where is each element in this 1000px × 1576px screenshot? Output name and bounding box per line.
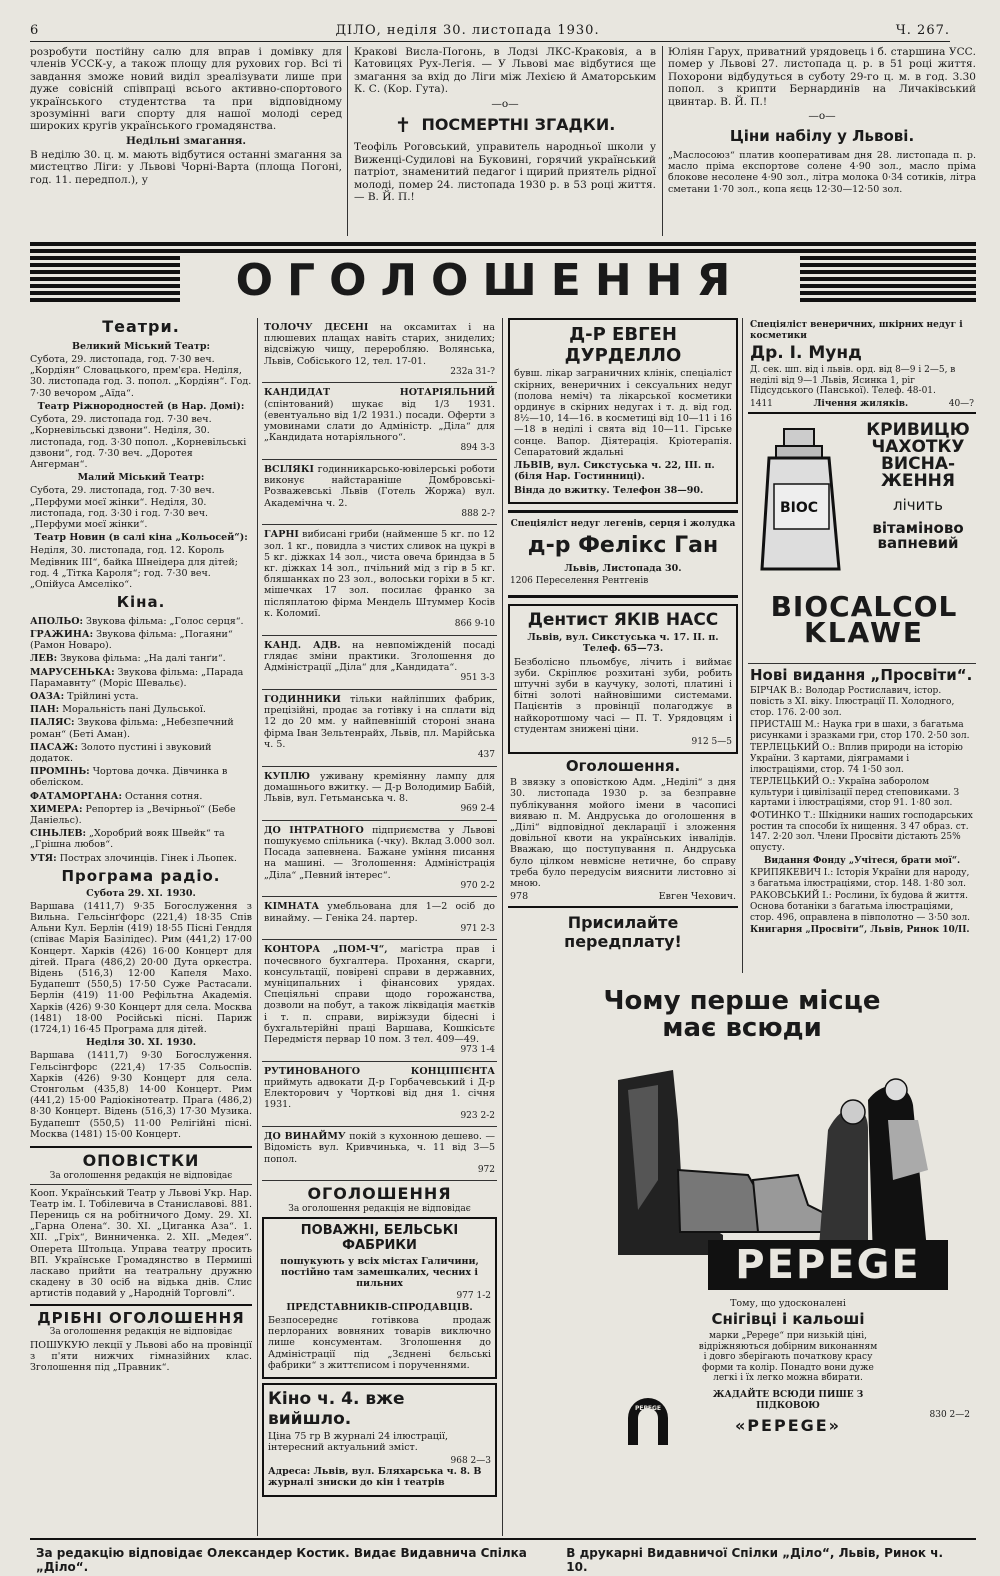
mund-ad: Спеціяліст венеричних, шкірних недуг і косметики Др. І. Мунд Д. сек. шп. від і львів. орд. від 8—9 і 2—5, в неділі від 9—1 Львів, Ясинка 1, ріг Підсудського (Панської). Телеф. 48-01. 1411 Лічення жилякiв. 40—? <box>748 318 976 414</box>
top-column-1 <box>30 46 342 236</box>
column-rule <box>742 318 743 973</box>
theatre-list <box>30 341 252 590</box>
biocalcol-line3: ВИСНА- <box>880 453 956 474</box>
svg-text:PEPEGE: PEPEGE <box>634 1405 662 1412</box>
pepege-tag3: марки „Pepege“ при низькій ціні, відріжняються добірним виконанням і довго зберігають початкову красу форми та колір. Понадто вони дуже легкі і їх легко можна вбирати. <box>698 1330 878 1384</box>
small-ads-heading: ДРІБНІ ОГОЛОШЕННЯ <box>37 1308 245 1327</box>
book-item: БІРЧАК В.: Володар Ростиславич, істор. повість з ХІ. віку. Ілюстрації П. Холодного, стор. 176. 2·00 зол. <box>750 686 955 718</box>
horseshoe-logo-icon <box>618 1390 678 1450</box>
notices-text: Кооп. Український Театр у Львові Укр. Нар. Театр ім. І. Тобілевича в Станиславові. 881. Перениць ся на робітничого Дому. 29. ХІ. „Гарна Олена“. 30. ХІ. „Циганка Аза“. 1. ХІІ. „Гріх“, Винниченка. 2. ХІІ. „Медея“. Оперета Штольца. Управа театру просить ВП. Українське Громадянство в Пермиші ласкаво прийти на театральну дружню скадену в 30 осіб на відька днів. Слис артистів подавий у „Народній Торговлі“. <box>30 1184 252 1300</box>
classified-ad: ГОДИННИКИ тільки найліпших фабрик, прецізійні, продає за готівку і на сплати від 12 до 20 мм. у найпевнішій стороні знана фірма Іван Зельтенрайх, Львів, пл. Марійська ч. 5. 437 <box>262 690 497 767</box>
radio-saturday: Субота 29. ХІ. 1930. <box>86 887 196 899</box>
theatre-schedule: Субота, 29. листопада, год. 7·30 веч. „Перфуми моєї жінки“. Неділя, 30. листопада, год. 3·30 і год. 7·30 веч. „Перфуми моєї жінки“. <box>30 485 215 530</box>
theatre-schedule: Субота, 29. листопада, год. 7·30 веч. „Кордіян“ Словацького, прем'єра. Неділя, 30. листопада год. 3. попол. „Кордіян“. Год. 7·30 вечором „Аїда“. <box>30 354 252 399</box>
ogol-disclaimer: За оголошення редакція не відповідає <box>288 1204 471 1215</box>
classified-ad: ТОЛОЧУ ДЕСЕНІ на оксамитах і на плюшевих плащах навіть старих, зниделих; відсвіжую чищу, переробляю. Волянська, Львів, Собіського 12, тел. 17-01. 232а 31-? <box>262 318 497 383</box>
mund-specialty: Спеціяліст венеричних, шкірних недуг і косметики <box>750 320 963 341</box>
theatre-name: Театр Новин (в салі кіна „Кольосей“): <box>34 532 248 544</box>
dairy-prices-text: „Маслосоюз“ платив кооперативам дня 28. листопада п. р. масло пріма експортове солене 4·90 зол., масло пріма блокове несолене 4·90 зол., літра молока 0·34 сотиків, літра сметани 1·70 зол., копа яєць 12·30—12·50 зол. <box>668 149 976 195</box>
obituaries-heading: ПОСМЕРТНІ ЗГАДКИ. <box>421 115 616 135</box>
nass-name: Дентист ЯКІВ НАСС <box>527 610 719 631</box>
pepege-brand: PEPEGE <box>735 1242 921 1288</box>
biocalcol-line1: КРИВИЦЮ <box>866 419 970 440</box>
top-column-3 <box>668 46 976 236</box>
classified-ad: КОНТОРА „ПОМ-Ч“, магістра прав і почесвного бухгалтера. Прохання, скарги, консультації, повірені справи в державних, муніципальних і фінансових урядах. Спеціяльні справи щодо горожанства, дозволи на побут, а також ліквідація маєтків і т. п. справи, виріжзуди бідесні і бухгальтерійні праці Варшава, Кошкісьтє Передмістя первар 10 пом. 3 тел. 409—49. 973 1-4 <box>262 940 497 1061</box>
footer-rule <box>30 1538 976 1540</box>
classified-ad: КІМНАТА умебльована для 1—2 осіб до винайму. — Геніка 24. партер. 971 2-3 <box>262 897 497 940</box>
announcement-text: В звязку з оповісткою Адм. „Неділі“ з дня 30. листопада 1930 р. за безправне публікування мойого імени в часописі вияваю п. М. Андруська до оголошення в „Ділі“ відповідної декларації і зложення довільної квоти на українських інвалідів. Вважаю, що поступування п. Андруська було цілком невмісне нетичне, бо справу треба було передусім вияснити листовно зі мною. <box>510 777 736 890</box>
kino-magazine-ad: Кіно ч. 4. вже вийшло. Ціна 75 гр В журналі 24 ілюстрації, інтересний актуальний зміст. 968 2—3 Адреса: Львів, вул. Бляхарська ч. 8. В журналі зниски до кін і театрів <box>262 1383 497 1497</box>
cinema-item: ЛЕВ: Звукова фільма: „На далі танґи“. <box>30 653 226 665</box>
biocalcol-line4: ЖЕННЯ <box>881 470 955 491</box>
nass-ad: Дентист ЯКІВ НАСС Львів, вул. Сикстуська ч. 17. ІІ. п. Телеф. 65—73. Безболісно пльомбує, лічить і виймає зуби. Скріплює розхитані зуби, робить штучні зуби в каучуку, золоті, платині і бітні золоті найновішими системами. Пацієнтів з провінції полагоджує в найкоротшому часі — П. Т. Урядовцям і студентам знижені ціни. 912 5—5 <box>508 604 738 753</box>
book-item: ТЕРЛЕЦЬКИЙ О.: Україна заборолом культури і цивілізації перед степовиками. З картами і ілюстраціями, стор 91. 1·80 зол. <box>750 777 960 809</box>
cinema-item: МАРУСЕНЬКА: Звукова фільма: „Парада Парамавнту“ (Моріс Шевальє). <box>30 666 244 689</box>
column-rule <box>502 318 503 1536</box>
cinema-item: ПАН: Моральність пані Дульської. <box>30 704 206 716</box>
prosvita-footer: Книгарня „Просвіти“, Львів, Ринок 10/ІІ. <box>750 925 970 936</box>
factories-subheading: ПРЕДСТАВНИКІВ-СПРОДАВЦІВ. <box>286 1301 473 1313</box>
radio-sunday-text: Варшава (1411,7) 9·30 Богослуження. Гельсінгфорс (221,4) 17·35 Сольоспів. Харків (426) 9·30 Концерт для села. Стонгольм (435,8) 14·00 Концерт. Рим (441,2) 15·00 Радіокінотеатр. Прага (486,2) 8·30 Концерт. Відень (516,3) 17·30 Музика. Будапешт (550,5) 11·00 Релігійні пісні. Москва (1481) 15·00 Концерт. <box>30 1050 252 1140</box>
durdello-address: ЛЬВІВ, вул. Сикстуська ч. 22, ІІІ. п. (біля Нар. Гостинниці). <box>514 460 715 483</box>
pepege-headline: Чому перше місце має всюди <box>603 986 881 1044</box>
cinema-item: СІНЬЛЕВ: „Хоробрий вояк Швейк“ та „Грішна любов“. <box>30 828 225 851</box>
column-rule <box>257 318 258 1536</box>
page-footer <box>36 1546 956 1574</box>
middle-column <box>262 318 497 1538</box>
bielsko-factories-ad: ПОВАЖНІ, БЕЛЬСЬКІ ФАБРИКИ пошукують у всіх містах Галичини, постійно там замешкалих, чесних і пильних 977 1-2 ПРЕДСТАВНИКІВ-СПРОДАВЦІВ. Безпосереднє готівкова продаж перлораних вовняних товарів виключно лише консументам. Зголошення до Адміністрації під „Зєднені бєльські фабрики“ з життєписом і порученнями. <box>262 1217 497 1379</box>
factories-text: пошукують у всіх містах Галичини, постійно там замешкалих, чесних і пильних <box>280 1255 479 1290</box>
pepege-tag4: ЖАДАЙТЕ ВСЮДИ ПИШЕ З ПІДКОВОЮ <box>712 1389 864 1411</box>
prosvita-heading: Нові видання „Просвіти“. <box>750 665 973 684</box>
fund-heading: Видання Фонду „Учітеся, брати мої“. <box>763 855 961 866</box>
cinema-item: ФАТАМОРГАНА: Остання сотня. <box>30 790 203 802</box>
footer-printer: В друкарні Видавничої Спілки „Діло“, Львів, Ринок ч. 10. <box>566 1546 944 1575</box>
book-item: ФОТИНКО Т.: Шкідники наших господарських ростин та способи їх нищення. З 47 образ. ст. 147. 2·20 зол. Члени Просвіти дістають 25% опусту. <box>750 811 973 853</box>
cinema-item: ПРОМІНЬ: Чортова дочка. Дівчинка в обеліском. <box>30 766 228 789</box>
pepege-tag2: Снігівці і кальоші <box>711 1310 865 1329</box>
pepege-ad <box>508 980 976 1536</box>
durdello-ad <box>508 318 738 504</box>
small-ad-text: ПОШУКУЮ лекції у Львові або на провінції з п'яти нижчих гімназійних клас. Зголошення під „Правник“. <box>30 1339 252 1374</box>
radio-saturday-text: Варшава (1411,7) 9·35 Богослуження з Вильна. Гельсінґфорс (221,4) 18·35 Спів Альни Кул. Берлін (419) 18·55 Пісні Гендля (співає Марія Базілідес). Рим (441,2) 17·00 Концерт. Харків (426) 16·00 Концерт для дітей. Прага (486,2) 20·00 Дута оркестра. Відень (516,3) 12·00 Капеля Махо. Будапешт (550,5) 17·50 Суже Растасали. Берлін (419) 11·00 Рефільтна Академія. Харків (426) 9·30 Концерт для села. Москва (1481) 18·00 Російські пісні. Париж (1724,1) 16·45 Програма для дітей. <box>30 900 252 1036</box>
book-item: РАКОВСЬКИЙ І.: Рослини, їх будова й життя. Основа ботаніки з багатьма ілюстраціями, стор. 496, оправлена в півполотно — 3·50 зол. <box>750 891 971 923</box>
theatre-schedule: Субота, 29. листопада год. 7·30 веч. „Корневільські дзвони“. Неділя, 30. листопада, год. 3·30 попол. „Корневільські дзвони“, год. 7·30 веч. „Доротея Ангерман“. <box>30 414 247 470</box>
factories-heading: ПОВАЖНІ, БЕЛЬСЬКІ ФАБРИКИ <box>300 1222 459 1254</box>
left-column <box>30 318 252 1538</box>
radio-sunday: Неділя 30. ХІ. 1930. <box>86 1037 196 1049</box>
radio-heading: Програма радіо. <box>61 866 221 885</box>
pepege-tag1: Тому, що удосконалені <box>730 1298 846 1309</box>
cinema-item: ПАЛЯС: Звукова фільма: „Небезпечний роман“ (Беті Аман). <box>30 717 234 740</box>
sunday-matches-heading: Недільні змагання. <box>125 134 247 147</box>
book-item: КРИПЯКЕВИЧ І.: Історія України для народу, з багатьма ілюстраціями, стор. 148. 1·80 зол. <box>750 868 970 889</box>
factories-text2: Безпосереднє готівкова продаж перлораних вовняних товарів виключно лише консументам. Зголошення до Адміністрації під „Зєднені бєльські фабрики“ з життєписом і порученнями. <box>268 1315 491 1371</box>
durdello-footer: Вінда до вжитку. Телефон 38—90. <box>514 484 704 496</box>
mund-text: Д. сек. шп. від і львів. орд. від 8—9 і 2—5, в неділі від 9—1 Львів, Ясинка 1, ріг Підсудського (Панської). Телеф. 48-01. <box>750 365 956 397</box>
column-rule <box>347 46 348 236</box>
cinema-item: ПАСАЖ: Золото пустині і звуковий додаток. <box>30 741 212 765</box>
biocalcol-line5: лічить <box>893 495 943 514</box>
classified-ad: ДО ВИНАЙМУ покій з кухонною дешево. — Відомість вул. Кривчинька, ч. 11 від 3—5 попол. 972 <box>262 1127 497 1181</box>
announcement-heading: Оголошення. <box>565 756 681 775</box>
column-rule <box>662 46 663 236</box>
page-header <box>30 20 950 42</box>
gan-name: д-р Фелікс Ган <box>527 533 719 559</box>
announcement-ad: Оголошення. В звязку з оповісткою Адм. „Неділі“ з дня 30. листопада 1930 р. за безправне публікування мойого імени в часописі вияваю п. М. Андруська до оголошення в „Ділі“ відповідної декларації і зложення довільної квоти на українських інвалідів. Вважаю, що поступування п. Андруська було цілком невмісне нетичне, бо справу треба було передусім вияснити листовно зі мною. 978 Евген Чехович. <box>508 754 738 909</box>
issue-number: Ч. 267. <box>895 22 950 38</box>
gan-address: Львів, Листопада 30. <box>564 563 682 575</box>
theatre-name: Театр Ріжнородностей (в Нар. Домі): <box>37 400 245 412</box>
pepege-bottom-brand: «PEPEGE» <box>734 1416 842 1436</box>
notices-disclaimer: За оголошення редакція не відповідає <box>49 1170 233 1181</box>
bottle-label: BIOC <box>780 499 819 516</box>
biocalcol-ad <box>748 414 976 664</box>
page-number: 6 <box>30 22 40 38</box>
classified-ad: ВСІЛЯКІ годинникарсько-ювілерські роботи виконує найстараніше Домбровські-Розважевські Львів (Готель Жоржа) вул. Академічна ч. 2. 888 2-? <box>262 460 497 525</box>
announcement-signature: Евген Чехович. <box>658 891 736 903</box>
boots-illustration <box>508 1060 976 1270</box>
theatre-name: Малий Міський Театр: <box>77 472 205 484</box>
classified-ad: КАНД. АДВ. на невпоміжденій посаді глядає зміни практики. Зголошення до Адміністрації „Діла“ для „Кандидата“. 951 3-3 <box>262 636 497 690</box>
dairy-prices-heading: Ціни набілу у Львові. <box>729 127 915 146</box>
biocalcol-brand: BIOCALCOL <box>770 589 958 623</box>
notices-heading: ОПОВІСТКИ <box>82 1151 200 1171</box>
mund-name: Др. І. Мунд <box>750 343 862 364</box>
kino-address: Адреса: Львів, вул. Бляхарська ч. 8. В журналі зниски до кін і театрів <box>268 1466 482 1489</box>
gan-footer: 1206 Переселення Рентгенів <box>510 576 649 587</box>
kino-heading: Кіно ч. 4. вже вийшло. <box>268 1389 405 1430</box>
top-column-2 <box>354 46 656 236</box>
classified-ad: КАНДИДАТ НОТАРІЯЛЬНИЙ (спінтований) шукає від 1/3 1931. (евентуально від 1/2 1931.) посади. Оферти з умовинами слати до Адміністр. „Діла“ для „Кандидата нотаріяльного“. 894 3-3 <box>262 383 497 460</box>
durdello-name: Д-Р ЕВГЕН ДУРДЕЛЛО <box>564 324 682 367</box>
theatre-name: Великий Міський Театр: <box>71 340 210 352</box>
classified-ad: ГАРНІ вибисані гриби (найменше 5 кг. по 12 зол. 1 кг., повидла з чистих сливок на цукрі в 5 кг. діжках 14 зол., чиста овеча бриндза в 5 кг. діжках 14 зол., пчільний мід з гір в 5 кг. бляшанках по 23 зол., волоськи горіхи в 5 кг. мішечках 17 зол. посилає франко за післяплатою фірма Мендель Штуммер Косів к. Коломиї. 866 9-10 <box>262 525 497 635</box>
ogol-heading: ОГОЛОШЕННЯ <box>307 1184 452 1204</box>
notices-section <box>30 1146 252 1300</box>
right-column-1 <box>508 318 738 973</box>
cinema-list <box>30 616 252 864</box>
classifieds-banner: ОГОЛОШЕННЯ <box>180 256 800 306</box>
klawe-brand: KLAWE <box>804 616 924 650</box>
cinema-item: УТЯ: Пострах злочинців. Гінек і Льопек. <box>30 852 237 864</box>
biocalcol-line2: ЧАХОТКУ <box>871 436 965 457</box>
sport-text: розробути постійну салю для вправ і домівку для членів УССК-у, а також площу для рухових гор. Всі ті завдання зможе новий виділ зреалізувати лише при дуже совісній співпраці всього активно-спортового українського студентства та при відповідному зрозумінні ваги спорту для нашої молоді серед широких кругів українського громадянства. <box>30 46 342 133</box>
ogol-section <box>262 1181 497 1214</box>
kino-text: Ціна 75 гр В журналі 24 ілюстрації, інтересний актуальний зміст. <box>268 1431 449 1454</box>
book-item: ТЕРЛЕЦЬКИЙ О.: Вплив природи на історію України. З картами, діяграмами і ілюстраціями, стор. 74 1·50 зол. <box>750 743 963 775</box>
nass-address: Львів, вул. Сикстуська ч. 17. ІІ. п. Телеф. 65—73. <box>527 632 719 655</box>
biocalcol-line7: вапневий <box>877 533 959 552</box>
right-column-2 <box>748 318 976 973</box>
gan-specialty: Спеціяліст недуг легенів, серця і жолудка <box>510 518 736 529</box>
cinemas-heading: Кіна. <box>116 593 166 612</box>
cross-icon: ✝ <box>394 112 412 137</box>
obituary-garukh: Юліян Гарух, приватний урядовець і б. старшина УСС. помер у Львові 27. листопада ц. р. в 51 році життя. Похорони відбудуться в суботу 29-го ц. м. в год. 3.30 попол. з крипти Бернардинів на Личаківський цвинтар. В. Й. П.! <box>668 46 976 108</box>
medicine-bottle-icon <box>754 424 854 574</box>
classified-ad: ДО ІНТРАТНОГО підприємства у Львові пошукуємо спільника (-чку). Вклад 3.000 зол. Посада запевнена. Бажане уміння писання на машині. — Зголошення: Адміністрація „Діла“ „Певний інтерес“. 970 2-2 <box>262 821 497 898</box>
theatres-heading: Театри. <box>102 318 180 336</box>
sunday-matches-text: В неділю 30. ц. м. мають відбутися останні змагання за мистецтво Ліги: у Львові Чорні-Варта (площа Погоні, год. 11. передпол.), у <box>30 149 342 186</box>
book-item: ПРИСТАШ М.: Наука гри в шахи, з багатьма рисунками і зразками гри, стор 170. 2·50 зол. <box>750 720 970 741</box>
separator: —о— <box>808 109 836 122</box>
footer-editor: За редакцію відповідає Олександер Костик. Видає Видавнича Спілка „Діло“. <box>36 1546 527 1575</box>
cinema-item: ГРАЖИНА: Звукова фільма: „Погаяни“ (Рамон Новаро). <box>30 629 233 652</box>
newspaper-title: ДІЛО, неділя 30. листопада 1930. <box>335 22 600 38</box>
league-text: Кракові Висла-Погонь, в Лодзі ЛКС-Краковія, а в Катовицях Рух-Легія. — У Львові має відбутися ще змагання за вхід до Ліги між Лехією й Аматорським К. С. (Кор. Гута). <box>354 46 656 96</box>
cinema-item: АПОЛЬО: Звукова фільма: „Голос серця“. <box>30 615 244 627</box>
durdello-text: бувш. лікар заграничних клінік, спеціаліст скірних, венеричних і сексуальних недуг (полова неміч) та лікарської косметики ординує в скірних недугах і т. д. від год. 8½—10, 14—16. в косметиці від 10—11 і 16—18 в неділі і свята від 10—11. Гірське сонце. Вапор. Діятерація. Кріотерапія. Сепаратовий ждальні <box>514 368 732 458</box>
subscribe-call: Присилайте передплату! <box>564 913 682 952</box>
obituary-rogovsky: Теофіль Роговський, управитель народньої школи у Виженці-Судилові на Буковині, горячий український патріот, знаменитий педагог і щирий приятель рідної молоді, помер 24. листопада 1930 р. в 53 році життя. — В. Й. П.! <box>354 141 656 203</box>
biocalcol-line6: вітаміново <box>872 518 964 537</box>
cinema-item: ОАЗА: Трійлині уста. <box>30 691 139 703</box>
classified-ad: РУТИНОВАНОГО КОНЦІПІЄНТА приймуть адвокати Д-р Горбачевський і Д-р Електорович у Чорткові від дня 1. січня 1931. 923 2-2 <box>262 1062 497 1127</box>
classified-ad: КУПЛЮ уживану креміянну лампу для домашнього вжитку. — Д-р Володимир Бабій, Львів, вул. Гетьманська ч. 8. 969 2-4 <box>262 767 497 821</box>
small-ads-section <box>30 1304 252 1374</box>
pepege-ad-number: 830 2—2 <box>929 1410 970 1420</box>
separator: —о— <box>491 97 519 110</box>
cinema-item: ХИМЕРА: Репортер із „Вечірньої“ (Бебе Даніельс). <box>30 803 236 827</box>
gan-ad <box>508 510 738 598</box>
small-ads-disclaimer: За оголошення редакція не відповідає <box>49 1327 233 1338</box>
prosvita-ad <box>748 664 976 941</box>
theatre-schedule: Неділя, 30. листопада, год. 12. Король Медівник ІІІ“, байка Шнеідера для дітей; год. 4 „Тітка Кароля“; год. 7·30 веч. „Опійуса Амселіко“. <box>30 545 238 590</box>
nass-text: Безболісно пльомбує, лічить і виймає зуби. Скріплює розхитані зуби, робить штучні зуби в каучуку, золоті, платині і бітні золоті найновішими системами. Пацієнтів з провінції полагоджує в найкоротшому часі — П. Т. Урядовцям і студентам знижені ціни. <box>514 656 732 735</box>
